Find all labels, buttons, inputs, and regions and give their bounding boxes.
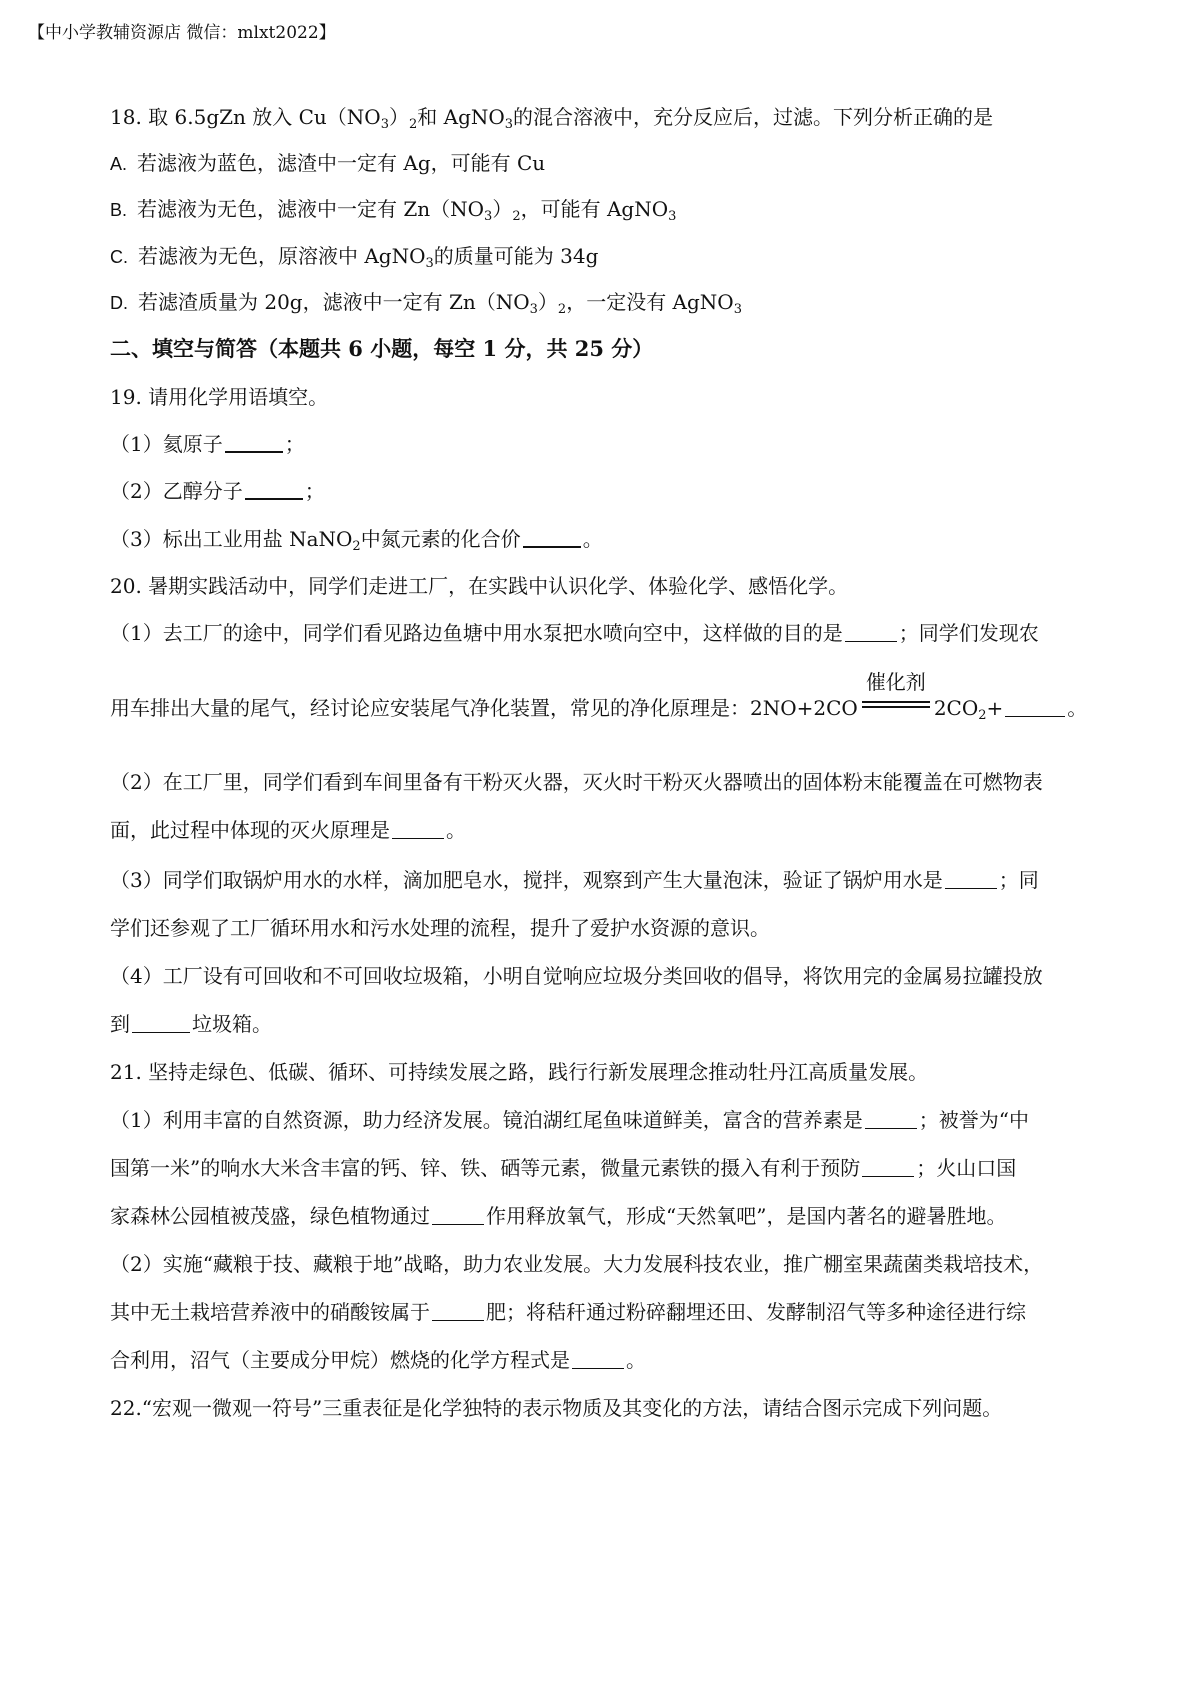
q18-stem: 18. 取 6.5gZn 放入 $Cu(NO_3)_2$和 AgNO$_3$的混合溶液中，充分反应后，过滤。下列分析正确的是 <box>110 105 994 132</box>
q18-option-b: B. 若滤液为无色，滤液中一定有 $Zn(NO_3)_2$，可能有 AgNO$_3$ <box>110 197 677 224</box>
catalyst-equals-sign: 催化剂 <box>862 699 930 711</box>
q18-option-d: D. 若滤渣质量为 20g，滤液中一定有 $Zn(NO_3)_2$，一定没有 AgNO$_3$ <box>110 290 742 317</box>
q21-part1-line2: 国第一米”的响水大米含丰富的钙、锌、铁、硒等元素，微量元素铁的摄入有利于预防 ；火山口国 <box>110 1156 1017 1180</box>
q21-part2-line3: 合利用，沼气（主要成分甲烷）燃烧的化学方程式是 。 <box>110 1348 646 1372</box>
answer-blank[interactable] <box>845 641 897 642</box>
answer-blank[interactable] <box>392 838 444 839</box>
answer-blank[interactable] <box>132 1032 190 1033</box>
q19-stem: 19. 请用化学用语填空。 <box>110 385 329 409</box>
q20-part4-line1: （4）工厂设有可回收和不可回收垃圾箱，小明自觉响应垃圾分类回收的倡导，将饮用完的金属易拉罐投放 <box>110 964 1043 988</box>
q20-part3-line2: 学们还参观了工厂循环用水和污水处理的流程，提升了爱护水资源的意识。 <box>110 916 770 940</box>
q20-part2-line1: （2）在工厂里，同学们看到车间里备有干粉灭火器，灭火时干粉灭火器喷出的固体粉末能覆盖在可燃物表 <box>110 770 1043 794</box>
answer-blank[interactable] <box>572 1368 624 1369</box>
q20-part2-line2: 面，此过程中体现的灭火原理是 。 <box>110 818 466 842</box>
answer-blank[interactable] <box>225 451 283 453</box>
answer-blank[interactable] <box>865 1128 917 1129</box>
q18-option-a: A. 若滤液为蓝色，滤渣中一定有 Ag，可能有 Cu <box>110 151 546 175</box>
q20-part3-line1: （3）同学们取锅炉用水的水样，滴加肥皂水，搅拌，观察到产生大量泡沫，验证了锅炉用水是 ；同 <box>110 868 1039 892</box>
answer-blank[interactable] <box>862 1176 914 1177</box>
section-title: 二、填空与简答（本题共 6 小题，每空 1 分，共 25 分） <box>110 336 654 361</box>
answer-blank[interactable] <box>432 1320 484 1321</box>
answer-blank[interactable] <box>1005 716 1065 717</box>
q19-part3: （3）标出工业用盐 NaNO$_2$中氮元素的化合价 。 <box>110 527 603 554</box>
answer-blank[interactable] <box>245 498 303 500</box>
q20-part4-line2: 到 垃圾箱。 <box>110 1012 272 1036</box>
q20-stem: 20. 暑期实践活动中，同学们走进工厂，在实践中认识化学、体验化学、感悟化学。 <box>110 574 849 598</box>
answer-blank[interactable] <box>432 1224 484 1225</box>
q18-option-c: C. 若滤液为无色，原溶液中 AgNO$_3$的质量可能为 34g <box>110 244 599 271</box>
q20-part1-line1: （1）去工厂的途中，同学们看见路边鱼塘中用水泵把水喷向空中，这样做的目的是 ；同学们发现农 <box>110 621 1039 645</box>
q21-part1-line1: （1）利用丰富的自然资源，助力经济发展。镜泊湖红尾鱼味道鲜美，富含的营养素是 ；被誉为“中 <box>110 1108 1029 1132</box>
q22-stem: 22.“宏观一微观一符号”三重表征是化学独特的表示物质及其变化的方法，请结合图示完成下列问题。 <box>110 1396 1003 1420</box>
q21-stem: 21. 坚持走绿色、低碳、循环、可持续发展之路，践行行新发展理念推动牡丹江高质量发展。 <box>110 1060 929 1084</box>
q21-part1-line3: 家森林公园植被茂盛，绿色植物通过 作用释放氧气，形成“天然氧吧”，是国内著名的避暑胜地。 <box>110 1204 1007 1228</box>
q21-part2-line1: （2）实施“藏粮于技、藏粮于地”战略，助力农业发展。大力发展科技农业，推广棚室果蔬菌类栽培技术， <box>110 1252 1044 1276</box>
q21-part2-line2: 其中无土栽培营养液中的硝酸铵属于 肥；将秸秆通过粉碎翻埋还田、发酵制沼气等多种途径进行综 <box>110 1300 1026 1324</box>
answer-blank[interactable] <box>523 546 581 548</box>
page-header: 【中小学教辅资源店 微信：mlxt2022】 <box>28 23 336 43</box>
q20-part1-line2: 用车排出大量的尾气，经讨论应安装尾气净化装置，常见的净化原理是：2NO+2CO 催化剂 $2CO_2+$ 。 <box>110 670 1088 723</box>
answer-blank[interactable] <box>945 888 997 889</box>
q19-part1: （1）氦原子 ； <box>110 432 305 456</box>
q19-part2: （2）乙醇分子 ； <box>110 479 325 503</box>
